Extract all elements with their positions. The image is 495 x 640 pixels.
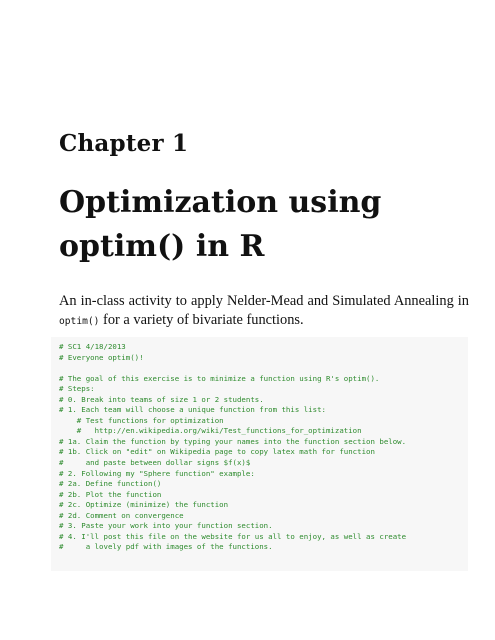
code-line: # http://en.wikipedia.org/wiki/Test_functions_for_optimization bbox=[59, 426, 362, 436]
code-line: # Everyone optim()! bbox=[59, 352, 144, 362]
intro-paragraph bbox=[59, 292, 469, 331]
code-line: # Test functions for optimization bbox=[59, 415, 224, 425]
code-line: # 2. Following my "Sphere function" example: bbox=[59, 468, 255, 478]
code-block bbox=[51, 337, 468, 571]
code-line: # 3. Paste your work into your function section. bbox=[59, 521, 273, 531]
code-line: # a lovely pdf with images of the functions. bbox=[59, 542, 273, 552]
code-line: # 1a. Claim the function by typing your names into the function section below. bbox=[59, 436, 407, 446]
code-line: # 0. Break into teams of size 1 or 2 students. bbox=[59, 394, 264, 404]
code-line: # 2a. Define function() bbox=[59, 479, 162, 489]
chapter-title bbox=[59, 181, 459, 269]
code-line: # and paste between dollar signs $f(x)$ bbox=[59, 458, 251, 468]
code-line: # 2d. Comment on convergence bbox=[59, 510, 184, 520]
code-line: # 2b. Plot the function bbox=[59, 489, 162, 499]
code-line: # 1b. Click on "edit" on Wikipedia page to copy latex math for function bbox=[59, 447, 375, 457]
chapter-title-line-2: optim() in R bbox=[59, 229, 265, 264]
code-line: # The goal of this exercise is to minimize a function using R's optim(). bbox=[59, 373, 380, 383]
intro-line-1: An in-class activity to apply Nelder-Mead and Simulated Annealing in bbox=[59, 293, 469, 309]
code-line: # 1. Each team will choose a unique function from this list: bbox=[59, 405, 326, 415]
chapter-title-line-1: Optimization using bbox=[59, 185, 382, 220]
code-line: # SC1 4/18/2013 bbox=[59, 342, 126, 351]
inline-code-optim: optim() bbox=[59, 316, 100, 327]
code-line: # Steps: bbox=[59, 384, 95, 394]
code-line bbox=[59, 363, 468, 374]
intro-line-2 bbox=[59, 311, 469, 331]
code-line: # 2c. Optimize (minimize) the function bbox=[59, 500, 229, 510]
code-line: # 4. I'll post this file on the website for us all to enjoy, as well as create bbox=[59, 531, 407, 541]
intro-line-2-text: for a variety of bivariate functions. bbox=[99, 312, 304, 328]
chapter-label: Chapter 1 bbox=[59, 130, 189, 157]
